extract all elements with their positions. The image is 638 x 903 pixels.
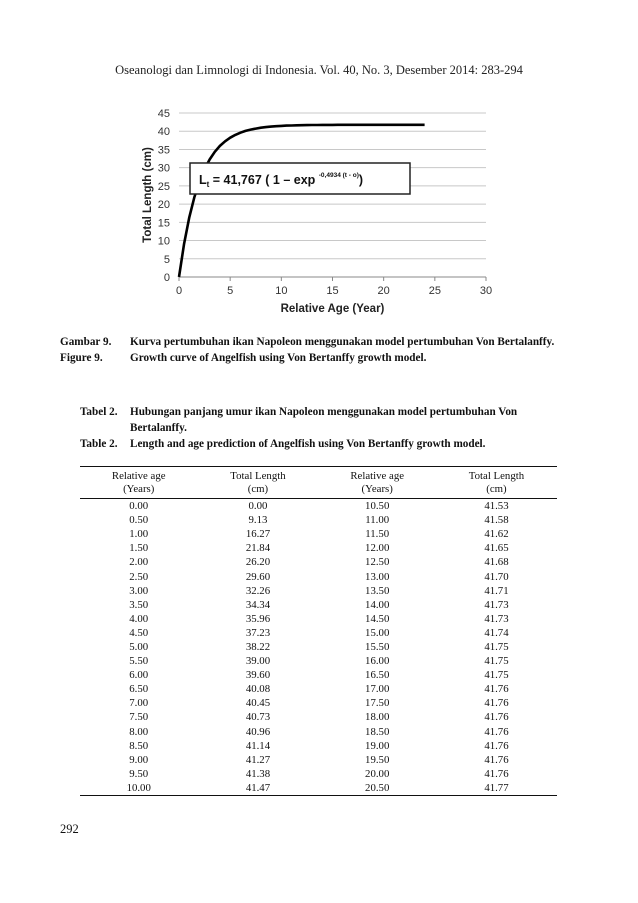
table-cell: 5.50 xyxy=(129,655,149,668)
equation-sub: t xyxy=(206,180,210,189)
header-line: Relative age xyxy=(111,470,166,482)
caption-number: Figure 9. xyxy=(60,352,103,364)
table-header xyxy=(80,467,557,499)
table-cell: 19.50 xyxy=(365,753,390,766)
table-cell: 41.71 xyxy=(484,584,509,597)
table-cell: 21.84 xyxy=(245,542,271,555)
table-row xyxy=(80,598,557,612)
table-cell: 2.00 xyxy=(129,556,149,569)
table-row xyxy=(80,513,557,527)
table-cell: 40.73 xyxy=(245,711,271,724)
table-cell: 12.00 xyxy=(365,542,390,555)
figure-caption-id xyxy=(60,334,590,350)
table-caption-text: Length and age prediction of Angelfish using Von Bertanffy growth model. xyxy=(130,438,486,450)
table-caption-text: Hubungan panjang umur ikan Napoleon menggunakan model pertumbuhan Von xyxy=(130,406,518,418)
col-header-relative-age xyxy=(80,467,197,499)
table-cell: 8.00 xyxy=(129,725,149,738)
y-tick-label: 0 xyxy=(163,272,170,284)
table-cell: 14.50 xyxy=(365,612,390,625)
table-cell: 1.00 xyxy=(129,528,149,541)
table-row xyxy=(80,626,557,640)
table-row xyxy=(80,725,557,739)
x-tick-label: 30 xyxy=(479,285,493,297)
table-cell: 41.68 xyxy=(484,556,509,569)
table-cell: 41.70 xyxy=(484,570,509,583)
caption-text: Growth curve of Angelfish using Von Bertanffy growth model. xyxy=(130,352,427,364)
x-tick-label: 5 xyxy=(227,285,234,297)
table-cell: 34.34 xyxy=(245,598,271,611)
table-cell: 39.00 xyxy=(245,655,271,668)
table-cell: 41.73 xyxy=(484,598,509,611)
length-age-table xyxy=(80,466,557,796)
table-cell: 5.00 xyxy=(129,640,149,653)
table-cell: 1.50 xyxy=(129,542,149,555)
equation-rhs: = 41,767 ( 1 – exp xyxy=(209,173,319,187)
table-cell: 0.00 xyxy=(248,500,268,513)
table-cell: 9.50 xyxy=(129,767,149,780)
table-cell: 0.00 xyxy=(129,500,149,513)
growth-curve-chart xyxy=(0,0,638,330)
table-cell: 35.96 xyxy=(245,612,271,625)
y-tick-label: 35 xyxy=(157,144,170,157)
table-cell: 17.00 xyxy=(365,683,390,696)
table-cell: 20.50 xyxy=(318,781,435,796)
table-cell: 16.27 xyxy=(245,528,271,541)
header-row xyxy=(80,467,557,499)
caption-number: Gambar 9. xyxy=(60,336,112,348)
header-unit: (Years) xyxy=(123,483,155,495)
table-cell: 7.50 xyxy=(129,711,149,724)
table-row xyxy=(80,555,557,569)
table-caption-number: Tabel 2. xyxy=(80,406,118,418)
table-row xyxy=(80,753,557,767)
table-row xyxy=(80,527,557,541)
table-cell: 9.00 xyxy=(129,753,149,766)
table-cell: 41.76 xyxy=(484,711,509,724)
table-cell: 38.22 xyxy=(245,640,271,653)
table-row xyxy=(80,541,557,555)
table-cell: 16.00 xyxy=(365,655,390,668)
table-cell: 41.76 xyxy=(484,739,509,752)
table-cell: 18.00 xyxy=(365,711,390,724)
table-cell: 26.20 xyxy=(245,556,271,569)
table-cell: 14.00 xyxy=(365,598,390,611)
table-row xyxy=(80,696,557,710)
table-cell: 13.50 xyxy=(365,584,390,597)
page-number: 292 xyxy=(60,822,79,836)
table-body xyxy=(80,499,557,796)
table-row xyxy=(80,569,557,583)
table-cell: 41.75 xyxy=(484,655,509,668)
x-tick-label: 10 xyxy=(275,285,288,297)
table-row xyxy=(80,739,557,753)
table-cell: 4.50 xyxy=(129,626,149,639)
table-cell: 41.75 xyxy=(484,640,509,653)
table-row xyxy=(80,499,557,514)
table-cell: 41.58 xyxy=(484,514,509,527)
y-tick-label: 40 xyxy=(157,126,170,139)
table-cell: 11.50 xyxy=(365,528,390,541)
table-cell: 3.50 xyxy=(129,598,149,611)
col-header-total-length xyxy=(197,467,318,499)
table-cell: 41.75 xyxy=(484,669,509,682)
table-cell: 41.77 xyxy=(436,781,557,796)
header-line: Relative age xyxy=(350,470,405,482)
table-cell: 41.76 xyxy=(484,767,509,780)
table-cell: 39.60 xyxy=(245,669,271,682)
table-caption-en xyxy=(80,436,560,452)
y-tick-label: 5 xyxy=(163,253,170,266)
table-cell: 15.50 xyxy=(365,640,390,653)
table-cell: 41.53 xyxy=(484,500,509,513)
table-cell: 41.27 xyxy=(245,753,271,766)
table-caption xyxy=(80,404,560,452)
table-row xyxy=(80,710,557,724)
table-cell: 41.65 xyxy=(484,542,509,555)
header-unit: (cm) xyxy=(247,483,269,495)
table-cell: 19.00 xyxy=(365,739,390,752)
table-cell: 16.50 xyxy=(365,669,390,682)
y-tick-label: 30 xyxy=(157,162,170,175)
x-axis-label: Relative Age (Year) xyxy=(280,303,385,315)
table-cell: 32.26 xyxy=(245,584,271,597)
table-cell: 41.14 xyxy=(245,739,271,752)
equation-lhs: L xyxy=(199,173,207,187)
table-cell: 40.45 xyxy=(245,697,271,710)
table-cell: 3.00 xyxy=(129,584,149,597)
table-row xyxy=(80,640,557,654)
table-cell: 2.50 xyxy=(129,570,149,583)
x-tick-label: 25 xyxy=(428,285,441,297)
table-cell: 41.38 xyxy=(245,767,271,780)
table-row xyxy=(80,654,557,668)
col-header-relative-age xyxy=(318,467,435,499)
y-tick-label: 20 xyxy=(157,199,170,212)
table-row xyxy=(80,668,557,682)
table-cell: 9.13 xyxy=(248,514,268,527)
table-cell: 13.00 xyxy=(365,570,390,583)
figure-caption-en xyxy=(60,350,590,366)
y-tick-label: 45 xyxy=(157,108,170,120)
table-cell: 41.73 xyxy=(484,612,509,625)
table-cell: 18.50 xyxy=(365,725,390,738)
table-cell: 40.96 xyxy=(245,725,271,738)
header-unit: (Years) xyxy=(361,483,393,495)
table-cell: 10.50 xyxy=(365,500,390,513)
table-cell: 0.50 xyxy=(129,514,149,527)
x-tick-label: 0 xyxy=(175,285,183,297)
table-cell: 12.50 xyxy=(365,556,390,569)
table-row xyxy=(80,781,557,796)
table-cell: 41.47 xyxy=(197,781,318,796)
table-cell: 20.00 xyxy=(365,767,390,780)
table-cell: 41.76 xyxy=(484,753,509,766)
header-line: Total Length xyxy=(468,470,525,482)
growth-curve-line xyxy=(179,125,425,277)
table-caption-id xyxy=(80,404,560,420)
header-unit: (cm) xyxy=(486,483,507,495)
y-tick-label: 10 xyxy=(157,235,170,248)
table-cell: 41.76 xyxy=(484,697,509,710)
table-cell: 11.00 xyxy=(365,514,390,527)
table-cell: 29.60 xyxy=(245,570,271,583)
table-row xyxy=(80,612,557,626)
figure-caption xyxy=(60,334,590,366)
table-cell: 37.23 xyxy=(245,626,271,639)
y-tick-label: 25 xyxy=(157,180,170,193)
table-cell: 41.76 xyxy=(484,683,509,696)
table-cell: 15.00 xyxy=(365,626,390,639)
equation-sup: -0,4934 (t - o) xyxy=(318,172,359,179)
table-cell: 6.50 xyxy=(129,683,149,696)
equation-close: ) xyxy=(358,173,364,187)
table-cell: 41.62 xyxy=(484,528,509,541)
table-cell: 41.74 xyxy=(484,626,509,639)
table-caption-text-cont: Bertalanffy. xyxy=(130,422,187,434)
table-row xyxy=(80,584,557,598)
running-header: Oseanologi dan Limnologi di Indonesia. Vol. 40, No. 3, Desember 2014: 283-294 xyxy=(115,63,523,77)
table-caption-number: Table 2. xyxy=(80,438,118,450)
caption-text: Kurva pertumbuhan ikan Napoleon menggunakan model pertumbuhan Von Bertalanffy. xyxy=(130,336,555,348)
header-line: Total Length xyxy=(230,470,286,482)
table-cell: 4.00 xyxy=(129,612,149,625)
col-header-total-length xyxy=(436,467,557,499)
table-cell: 8.50 xyxy=(129,739,149,752)
table-cell: 7.00 xyxy=(129,697,149,710)
y-tick-label: 15 xyxy=(157,217,170,230)
table-row xyxy=(80,682,557,696)
x-tick-label: 20 xyxy=(377,285,390,297)
x-tick-label: 15 xyxy=(326,285,339,297)
y-axis-label: Total Length (cm) xyxy=(142,147,154,243)
table-row xyxy=(80,767,557,781)
table-cell: 41.76 xyxy=(484,725,509,738)
table-cell: 17.50 xyxy=(365,697,390,710)
table-cell: 6.00 xyxy=(129,669,149,682)
table-cell: 40.08 xyxy=(245,683,271,696)
table-cell: 10.00 xyxy=(80,781,197,796)
